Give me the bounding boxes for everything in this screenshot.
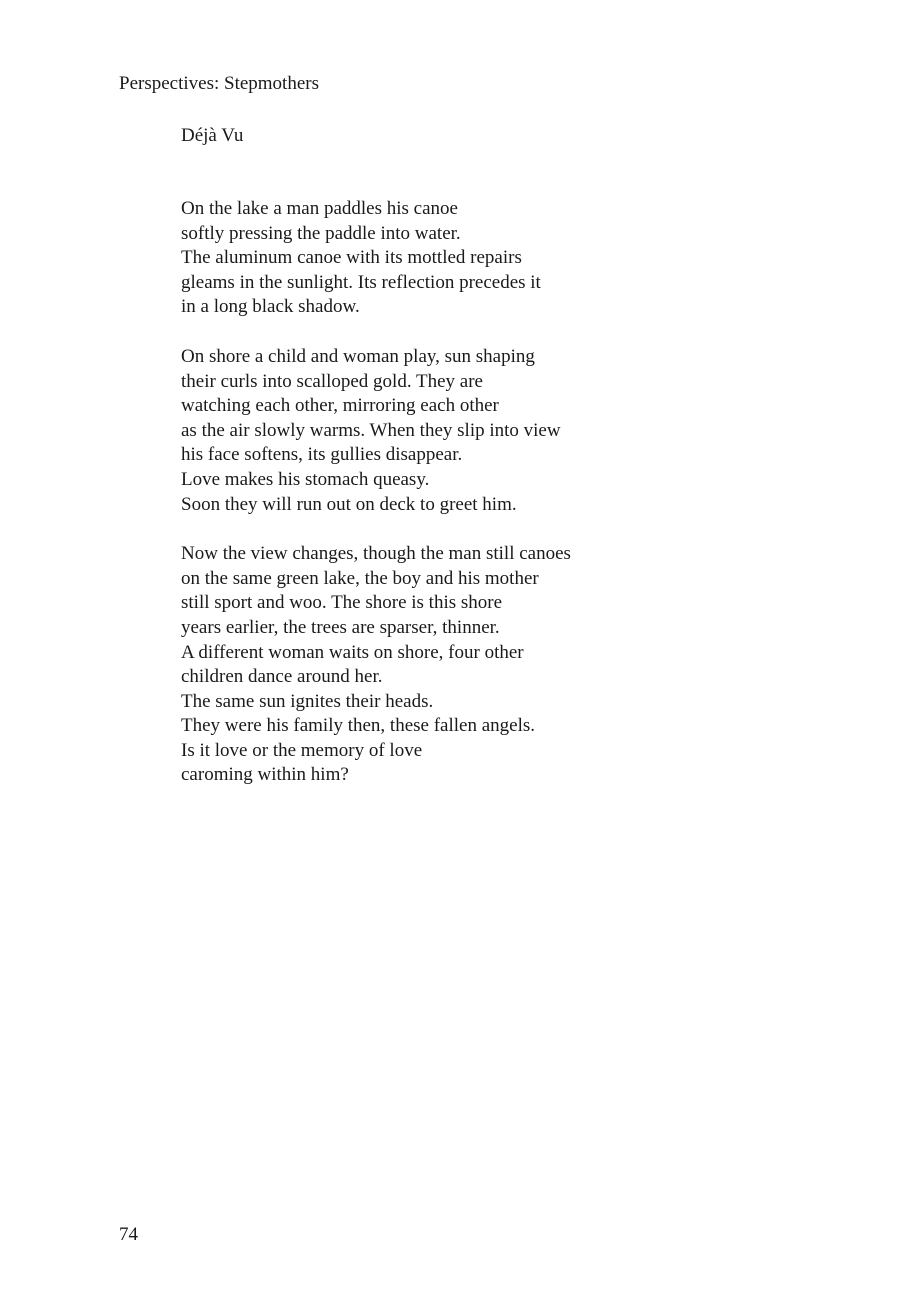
poem-line: in a long black shadow. [181,296,360,318]
stanza-1 [181,197,741,320]
poem-line: Is it love or the memory of love [181,739,423,761]
poem-line: Love makes his stomach queasy. [181,468,430,490]
poem-line: as the air slowly warms. When they slip into view [181,419,561,441]
poem-line: children dance around her. [181,666,383,688]
poem-line: On shore a child and woman play, sun shaping [181,345,535,367]
running-head: Perspectives: Stepmothers [119,73,319,94]
poem-line: Soon they will run out on deck to greet him. [181,493,517,515]
poem-line: their curls into scalloped gold. They are [181,370,483,392]
page-number: 74 [119,1224,138,1245]
poem-line: On the lake a man paddles his canoe [181,198,458,219]
poem-body [181,197,741,813]
poem-line: They were his family then, these fallen angels. [181,715,536,737]
poem-line: Now the view changes, though the man still canoes [181,543,571,565]
poem-line: A different woman waits on shore, four other [181,641,524,663]
poem-line: softly pressing the paddle into water. [181,222,461,244]
poem-line: years earlier, the trees are sparser, thinner. [181,616,500,638]
poem-line: watching each other, mirroring each other [181,395,499,417]
poem-line: on the same green lake, the boy and his mother [181,567,539,589]
stanza-2 [181,345,741,517]
poem-line: still sport and woo. The shore is this shore [181,592,503,614]
stanza-3 [181,542,741,788]
poem-title: Déjà Vu [181,125,244,146]
poem-line: The same sun ignites their heads. [181,690,434,712]
poem-line: gleams in the sunlight. Its reflection precedes it [181,271,541,293]
poem-line: his face softens, its gullies disappear. [181,444,463,466]
poem-line: The aluminum canoe with its mottled repairs [181,247,522,269]
poem-line: caroming within him? [181,764,349,786]
